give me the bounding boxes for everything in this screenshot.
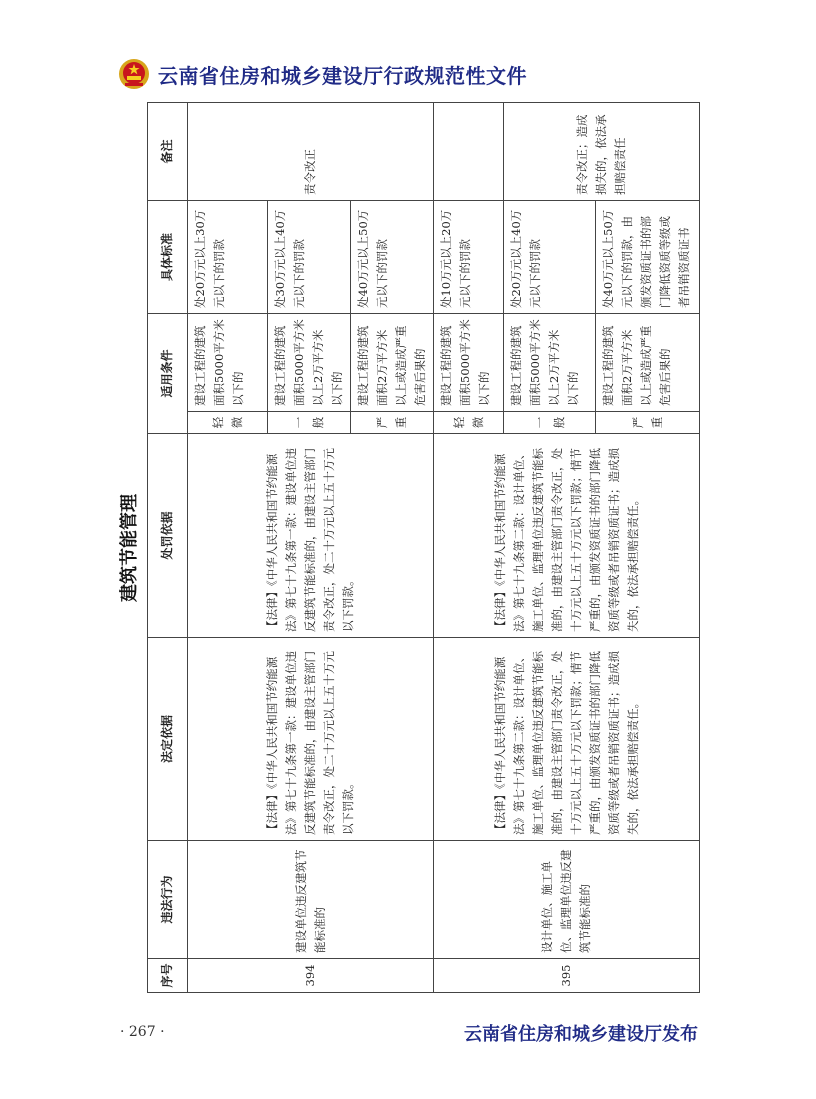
- severity-level: 一般: [504, 412, 596, 434]
- remark: 责令改正；造成损失的，依法承担赔偿责任: [504, 102, 700, 200]
- specific-standard: 处30万元以上40万元以下的罚款: [268, 200, 351, 313]
- legal-basis: 【法律】《中华人民共和国节约能源法》第七十九条第一款：建设单位违反建筑节能标准的，由建设主管部门责令改正，处二十万元以上五十万元以下罚款。: [188, 638, 434, 841]
- severity-level: 严重: [351, 412, 434, 434]
- specific-standard: 处20万元以上30万元以下的罚款: [188, 200, 268, 313]
- col-header-penalty: 处罚依据: [148, 434, 188, 638]
- row-number: 394: [188, 959, 434, 993]
- col-header-act: 违法行为: [148, 841, 188, 959]
- applicable-condition: 建设工程的建筑面积5000平方米以上2万平方米以下的: [268, 313, 351, 411]
- publisher-footer: 云南省住房和城乡建设厅发布: [464, 1024, 698, 1045]
- col-header-condition: 适用条件: [148, 313, 188, 433]
- penalty-table: [147, 102, 700, 993]
- col-header-basis: 法定依据: [148, 638, 188, 841]
- specific-standard: 处10万元以上20万元以下的罚款: [434, 200, 504, 313]
- specific-standard: 处40万元以上50万元以下的罚款，由颁发资质证书的部门降低资质等级或者吊销资质证书: [596, 200, 700, 313]
- penalty-basis: 【法律】《中华人民共和国节约能源法》第七十九条第一款：建设单位违反建筑节能标准的，由建设主管部门责令改正，处二十万元以上五十万元以下罚款。: [188, 434, 434, 638]
- table-header-row: [148, 102, 188, 992]
- applicable-condition: 建设工程的建筑面积5000平方米以下的: [188, 313, 268, 411]
- rotated-table-region: [115, 103, 695, 993]
- applicable-condition: 建设工程的建筑面积2万平方米以上或造成严重危害后果的: [596, 313, 700, 411]
- severity-level: 严重: [596, 412, 700, 434]
- penalty-basis: 【法律】《中华人民共和国节约能源法》第七十九条第二款：设计单位、施工单位、监理单位违反建筑节能标准的，由建设主管部门责令改正，处十万元以上五十万元以下罚款；情节严重的，由颁发资质证书的部门降低资质等级或者吊销资质证书；造成损失的，依法承担赔偿责任。: [434, 434, 700, 638]
- specific-standard: 处40万元以上50万元以下的罚款: [351, 200, 434, 313]
- applicable-condition: 建设工程的建筑面积5000平方米以下的: [434, 313, 504, 411]
- severity-level: 一般: [268, 412, 351, 434]
- table-caption: 建筑节能管理: [119, 494, 140, 602]
- violation-act: 建设单位违反建筑节能标准的: [188, 841, 434, 959]
- col-header-standard: 具体标准: [148, 200, 188, 313]
- applicable-condition: 建设工程的建筑面积5000平方米以上2万平方米以下的: [504, 313, 596, 411]
- national-emblem-icon: [118, 58, 150, 90]
- legal-basis: 【法律】《中华人民共和国节约能源法》第七十九条第二款：设计单位、施工单位、监理单位违反建筑节能标准的，由建设主管部门责令改正，处十万元以上五十万元以下罚款；情节严重的，由颁发资质证书的部门降低资质等级或者吊销资质证书；造成损失的，依法承担赔偿责任。: [434, 638, 700, 841]
- table-row: [188, 102, 268, 992]
- severity-level: 轻微: [434, 412, 504, 434]
- violation-act: 设计单位、施工单位、监理单位违反建筑节能标准的: [434, 841, 700, 959]
- header-title: 云南省住房和城乡建设厅行政规范性文件: [158, 63, 527, 88]
- severity-level: 轻微: [188, 412, 268, 434]
- table-row: [434, 102, 504, 992]
- remark: 责令改正: [188, 102, 434, 200]
- page-number: · 267 ·: [120, 1024, 165, 1040]
- col-header-note: 备注: [148, 102, 188, 200]
- applicable-condition: 建设工程的建筑面积2万平方米以上或造成严重危害后果的: [351, 313, 434, 411]
- row-number: 395: [434, 959, 700, 993]
- document-header: [118, 52, 527, 96]
- col-header-num: 序号: [148, 959, 188, 993]
- specific-standard: 处20万元以上40万元以下的罚款: [504, 200, 596, 313]
- remark: [434, 102, 504, 200]
